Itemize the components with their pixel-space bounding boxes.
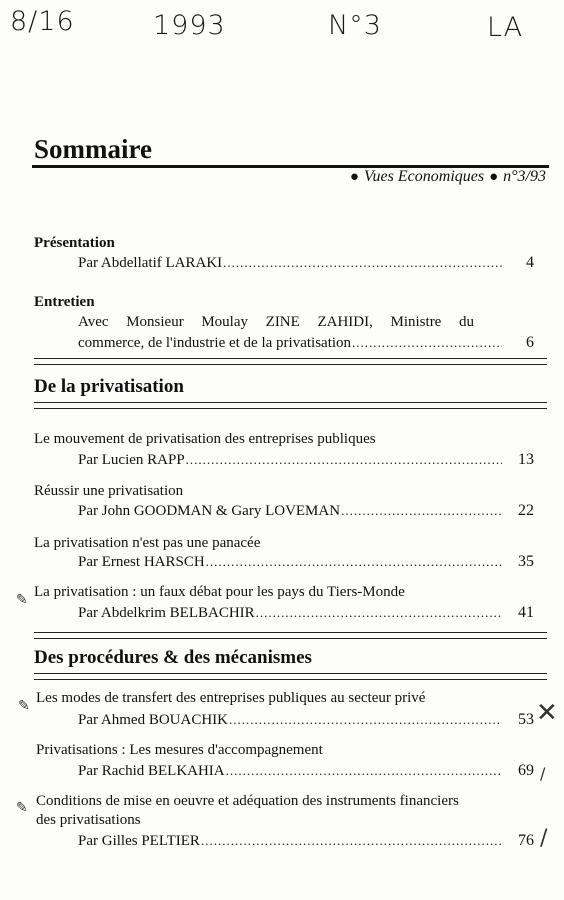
entretien-line1: Avec Monsieur Moulay ZINE ZAHIDI, Ministre du <box>78 314 474 330</box>
author: Par Abdellatif LARAKI <box>78 255 223 271</box>
section-heading: De la privatisation <box>34 376 184 397</box>
article-title: La privatisation n'est pas une panacée <box>34 535 261 551</box>
page-number: 22 <box>518 502 534 519</box>
toc-entry[interactable] <box>78 604 534 622</box>
leader-dots <box>352 335 502 351</box>
toc-entry-presentation[interactable] <box>78 254 534 272</box>
handwritten-year: 1993 <box>153 10 226 41</box>
article-title-cont: des privatisations <box>36 812 141 828</box>
leader-dots <box>206 554 502 570</box>
toc-entry[interactable] <box>78 762 534 780</box>
article-title: La privatisation : un faux débat pour les pays du Tiers-Monde <box>34 584 405 600</box>
toc-entry-entretien[interactable] <box>78 334 534 352</box>
page-number: 13 <box>518 451 534 468</box>
handwritten-mark-icon: ✎ <box>18 698 30 714</box>
page-number: 6 <box>526 334 534 351</box>
article-title: Conditions de mise en oeuvre et adéquation des instruments financiers <box>36 793 459 809</box>
presentation-label: Présentation <box>34 235 115 251</box>
page-title: Sommaire <box>34 134 152 164</box>
article-title: Les modes de transfert des entreprises publiques au secteur privé <box>36 690 426 706</box>
leader-dots <box>186 452 502 468</box>
entretien-label: Entretien <box>34 294 95 310</box>
bullet-icon: ● <box>349 169 359 185</box>
handwritten-ref: 8/16 <box>10 6 75 37</box>
page-number: 35 <box>518 553 534 570</box>
handwritten-mark-icon: ✎ <box>16 592 28 608</box>
author: Par Lucien RAPP <box>78 452 185 468</box>
page-number: 69 <box>518 762 534 779</box>
page-number: 76 <box>518 832 534 849</box>
section-rule <box>34 402 547 409</box>
leader-dots <box>226 763 502 779</box>
leader-dots <box>341 503 502 519</box>
page-number: 4 <box>526 254 534 271</box>
author: Par John GOODMAN & Gary LOVEMAN <box>78 503 341 519</box>
author: Par Rachid BELKAHIA <box>78 763 225 779</box>
handwritten-slash-icon: / <box>540 764 546 783</box>
author: Par Ahmed BOUACHIK <box>78 712 228 728</box>
article-title: Réussir une privatisation <box>34 483 184 499</box>
toc-entry[interactable] <box>78 502 534 520</box>
section-heading: Des procédures & des mécanismes <box>34 647 312 668</box>
toc-entry[interactable] <box>78 711 534 729</box>
leader-dots <box>256 605 502 621</box>
handwritten-slash-icon: / <box>540 826 548 851</box>
section-rule <box>34 673 547 680</box>
section-rule <box>34 632 547 639</box>
toc-entry[interactable] <box>78 553 534 571</box>
bullet-icon: ● <box>489 169 499 185</box>
section-rule <box>34 358 547 365</box>
journal-line <box>0 168 546 186</box>
article-title: Le mouvement de privatisation des entreprises publiques <box>34 431 376 447</box>
journal-name: Vues Economiques <box>363 168 485 185</box>
leader-dots <box>229 712 502 728</box>
entretien-line2: commerce, de l'industrie et de la privatisation <box>78 335 352 351</box>
toc-entry[interactable] <box>78 451 534 469</box>
leader-dots <box>201 833 502 849</box>
leader-dots <box>223 255 502 271</box>
article-title: Privatisations : Les mesures d'accompagnement <box>36 742 323 758</box>
page-number: 41 <box>518 604 534 621</box>
author: Par Gilles PELTIER <box>78 833 200 849</box>
author: Par Ernest HARSCH <box>78 554 205 570</box>
handwritten-initials: LA <box>487 12 524 43</box>
toc-entry[interactable] <box>78 832 534 850</box>
page-number: 53 <box>518 711 534 728</box>
author: Par Abdelkrim BELBACHIR <box>78 605 255 621</box>
handwritten-cross-icon: ✕ <box>536 698 558 728</box>
issue-number: n°3/93 <box>503 168 546 185</box>
handwritten-number: N°3 <box>328 10 382 41</box>
handwritten-mark-icon: ✎ <box>16 800 28 816</box>
